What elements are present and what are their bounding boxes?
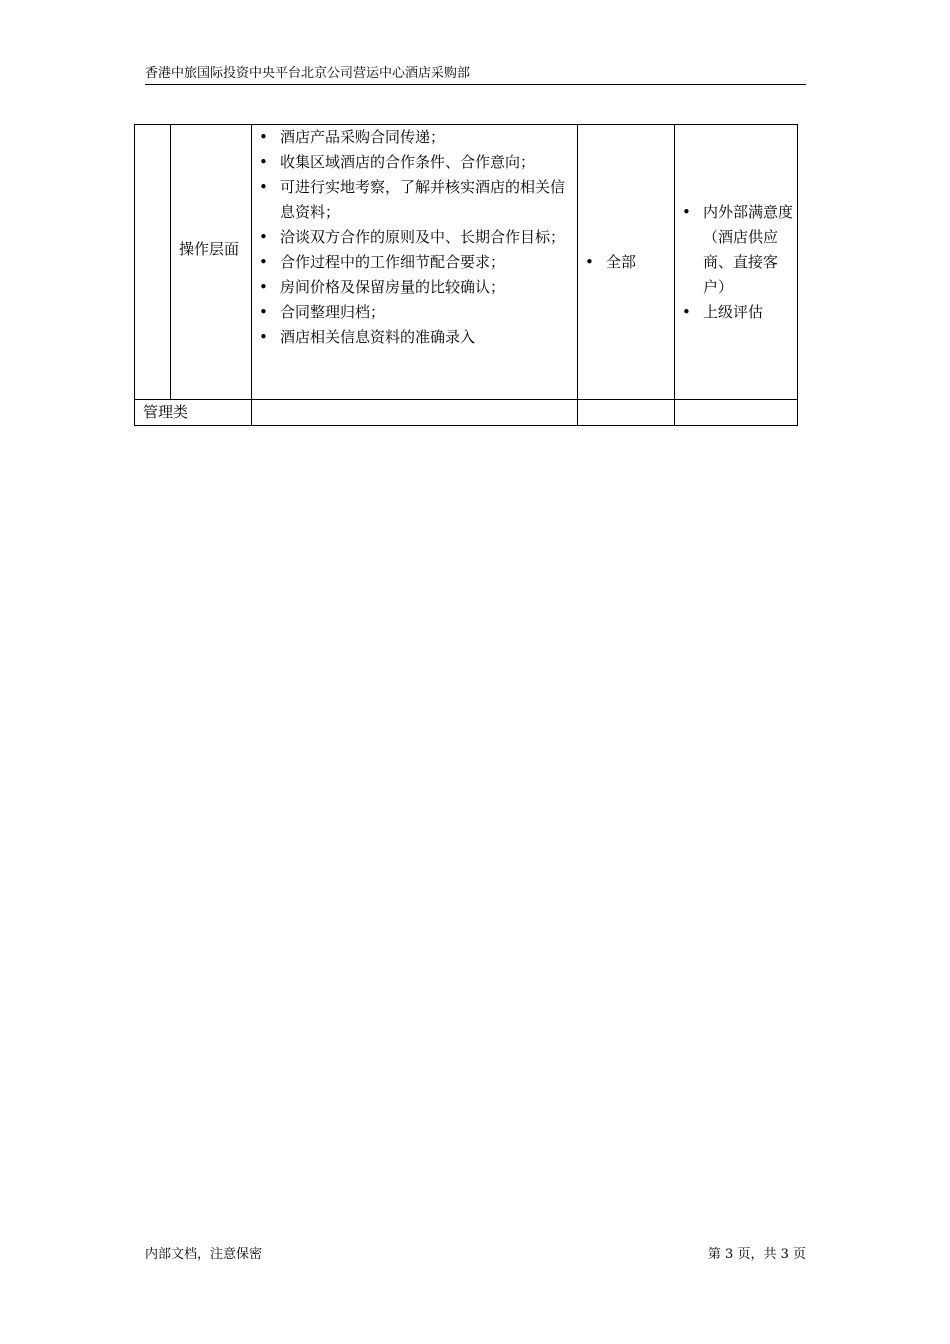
column-divider-3 (577, 124, 578, 426)
evaluation-item: • 内外部满意度（酒店供应商、直接客户） (682, 203, 794, 296)
duty-item: • 合作过程中的工作细节配合要求； (259, 253, 506, 271)
scope-list (578, 250, 670, 275)
duty-item: • 酒店相关信息资料的准确录入 (259, 328, 476, 346)
duties-list (252, 125, 570, 350)
management-category-label: 管理类 (143, 403, 189, 421)
duty-item: • 收集区域酒店的合作条件、合作意向； (259, 153, 536, 171)
row-divider (134, 399, 798, 400)
operation-level-label: 操作层面 (179, 240, 240, 258)
evaluation-item: • 上级评估 (682, 303, 764, 321)
scope-item: • 全部 (585, 253, 637, 271)
footer-confidential-note: 内部文档，注意保密 (145, 1247, 263, 1262)
table-border-right (797, 124, 798, 426)
evaluation-list (675, 200, 793, 325)
duty-item: • 洽谈双方合作的原则及中、长期合作目标； (259, 228, 566, 246)
duty-item: • 可进行实地考察，了解并核实酒店的相关信息资料； (259, 178, 566, 221)
footer-page-number: 第 3 页，共 3 页 (707, 1247, 806, 1262)
duty-item: • 合同整理归档； (259, 303, 386, 321)
job-duties-table (134, 124, 798, 426)
column-divider-1 (170, 124, 171, 400)
table-border-bottom (134, 425, 798, 426)
duty-item: • 房间价格及保留房量的比较确认； (259, 278, 506, 296)
table-border-left (134, 124, 135, 426)
page-header: 香港中旅国际投资中央平台北京公司营运中心酒店采购部 (145, 66, 806, 85)
duty-item: • 酒店产品采购合同传递； (259, 128, 446, 146)
